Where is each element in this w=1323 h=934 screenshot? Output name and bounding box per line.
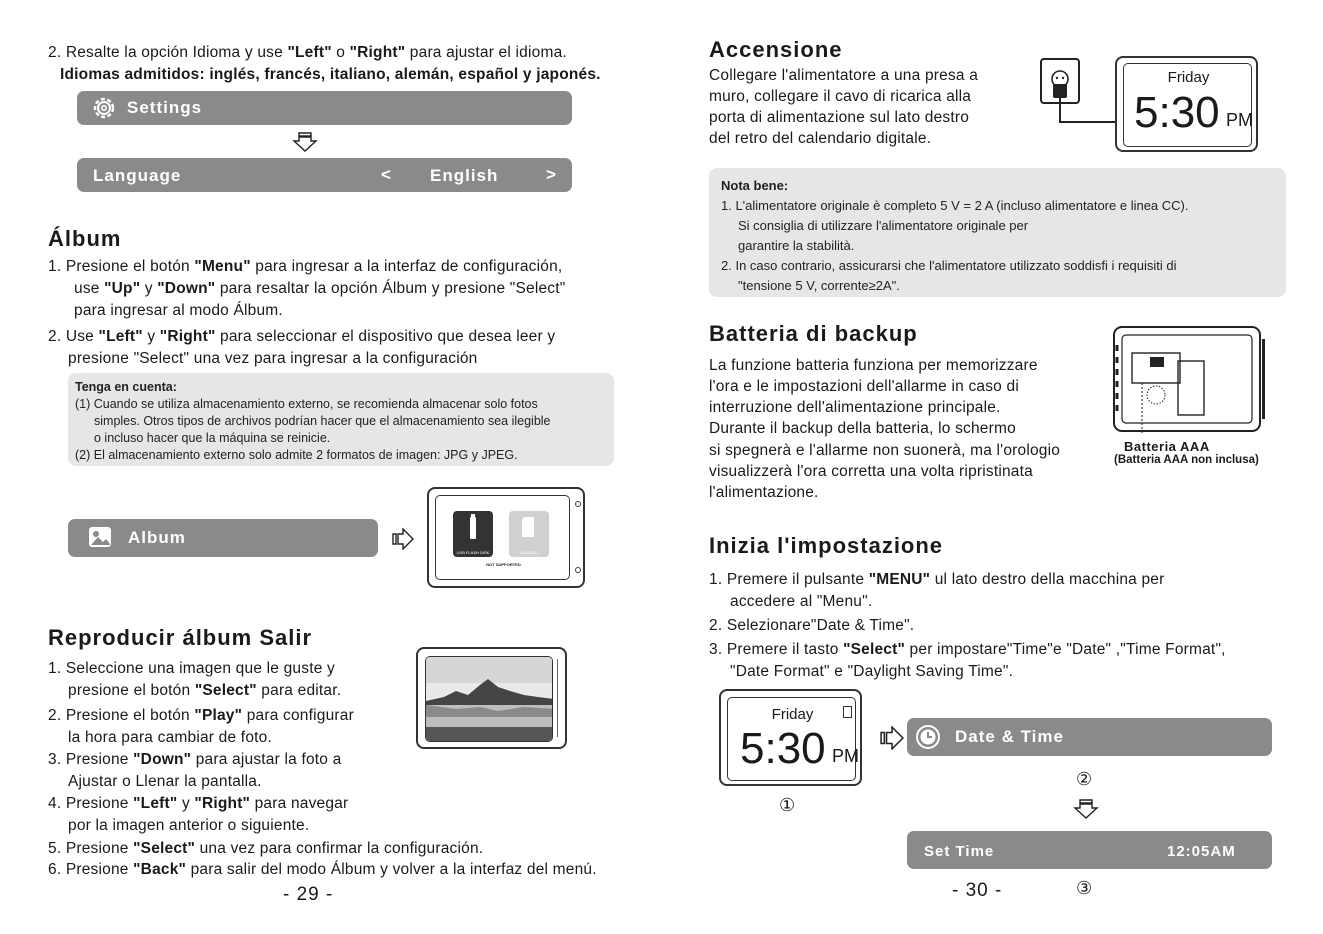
- set-time-label: Set Time: [924, 843, 995, 860]
- batteria-line-2: l'ora e le impostazioni dell'allarme in caso di: [709, 378, 1019, 395]
- step-2-marker: ②: [1076, 769, 1093, 789]
- play-step-5: 5. Presione "Select" una vez para confirmar la configuración.: [48, 840, 484, 857]
- usb-label: USB FLASH DISK: [456, 550, 490, 555]
- play-step-1-line2: presione el botón "Select" para editar.: [68, 682, 342, 699]
- battery-label-note: (Batteria AAA non inclusa): [1114, 454, 1259, 466]
- album-bar[interactable]: [68, 519, 378, 557]
- nota-item-1-line3: garantire la stabilità.: [738, 238, 855, 253]
- sd-tile[interactable]: [509, 511, 549, 557]
- power-outlet-icon: [1040, 58, 1120, 128]
- arrow-down-icon: [1073, 798, 1099, 820]
- language-prev-arrow[interactable]: <: [381, 165, 392, 184]
- date-time-bar[interactable]: [907, 718, 1272, 756]
- step-3-marker: ③: [1076, 878, 1093, 898]
- batteria-line-1: La funzione batteria funziona per memorizzare: [709, 357, 1038, 374]
- play-step-3: 3. Presione "Down" para ajustar la foto a: [48, 751, 342, 768]
- inizia-step-3-line2: "Date Format" e "Daylight Saving Time".: [730, 663, 1014, 680]
- page-number-right: - 30 -: [952, 880, 1003, 901]
- album-step-2-line2: presione "Select" una vez para ingresar a la configuración: [68, 350, 478, 367]
- play-step-4: 4. Presione "Left" y "Right" para navegar: [48, 795, 349, 812]
- sd-card-icon: [509, 511, 549, 545]
- album-step-1: 1. Presione el botón "Menu" para ingresar a la interfaz de configuración,: [48, 258, 563, 275]
- clock-device-top: [1115, 56, 1258, 152]
- settings-label: Settings: [127, 98, 203, 117]
- nota-item-1: 1. L'alimentatore originale è completo 5 V = 2 A (incluso alimentatore e linea CC).: [721, 198, 1189, 213]
- language-next-arrow[interactable]: >: [546, 165, 557, 184]
- album-title: Álbum: [48, 226, 122, 251]
- accensione-title: Accensione: [709, 37, 843, 62]
- device-button-icon: [575, 567, 581, 573]
- album-step-1-line3: para ingresar al modo Álbum.: [74, 302, 283, 319]
- device-storage-select: [427, 487, 585, 588]
- batteria-line-5: si spegnerà e l'allarme non suonerà, ma l'orologio: [709, 442, 1061, 459]
- album-label: Album: [128, 528, 186, 547]
- clock-ampm: PM: [1226, 110, 1253, 130]
- play-step-3-line2: Ajustar o Llenar la pantalla.: [68, 773, 262, 790]
- nota-bene-box: [709, 168, 1286, 297]
- picture-icon: [88, 526, 114, 550]
- clock-day-bottom: Friday: [771, 706, 814, 723]
- device-button-icon: [575, 501, 581, 507]
- accensione-line-2: muro, collegare il cavo di ricarica alla: [709, 88, 972, 105]
- accensione-line-3: porta di alimentazione sul lato destro: [709, 109, 970, 126]
- set-time-bar[interactable]: [907, 831, 1272, 869]
- clock-time-bottom: 5:30: [740, 724, 826, 773]
- note-title: Tenga en cuenta:: [75, 380, 177, 394]
- play-step-2-line2: la hora para cambiar de foto.: [68, 729, 272, 746]
- inizia-step-1: 1. Premere il pulsante "MENU" ul lato destro della macchina per: [709, 571, 1165, 588]
- inizia-title: Inizia l'impostazione: [709, 533, 944, 558]
- clock-time: 5:30: [1134, 88, 1220, 137]
- usb-tile[interactable]: [453, 511, 493, 557]
- batteria-title: Batteria di backup: [709, 321, 918, 346]
- menu-corner-icon: [843, 706, 852, 718]
- sd-label: SD CARD: [519, 550, 538, 555]
- batteria-line-6: visualizzerà l'ora corretta una volta ripristinata: [709, 463, 1033, 480]
- clock-ampm-bottom: PM: [832, 746, 859, 766]
- note-item-2: (2) El almacenamiento externo solo admite 2 formatos de imagen: JPG y JPEG.: [75, 448, 518, 462]
- batteria-line-7: l'alimentazione.: [709, 484, 819, 501]
- play-album-title: Reproducir álbum Salir: [48, 625, 313, 650]
- mountain-photo-icon: [426, 657, 553, 742]
- supported-languages: Idiomas admitidos: inglés, francés, italiano, alemán, español y japonés.: [60, 66, 601, 83]
- step-1-marker: ①: [779, 795, 796, 815]
- play-step-6: 6. Presione "Back" para salir del modo Álbum y volver a la interfaz del menú.: [48, 861, 597, 878]
- note-item-1: (1) Cuando se utiliza almacenamiento externo, se recomienda almacenar solo fotos: [75, 397, 538, 411]
- usb-drive-icon: [453, 511, 493, 545]
- device-side-controls: [557, 659, 563, 737]
- set-time-value: 12:05AM: [1167, 843, 1236, 860]
- device-photo-view: [416, 647, 567, 749]
- inizia-step-2: 2. Selezionare"Date & Time".: [709, 617, 915, 634]
- accensione-line-4: del retro del calendario digitale.: [709, 130, 932, 147]
- album-note-box: [68, 373, 614, 466]
- settings-bar[interactable]: [77, 91, 572, 125]
- inizia-step-1-line2: accedere al "Menu".: [730, 593, 873, 610]
- arrow-right-icon: [392, 528, 414, 550]
- play-step-2: 2. Presione el botón "Play" para configurar: [48, 707, 354, 724]
- clock-icon: [915, 724, 941, 750]
- arrow-down-icon: [292, 132, 318, 152]
- date-time-label: Date & Time: [955, 727, 1064, 746]
- language-step-text: 2. Resalte la opción Idioma y use "Left" o "Right" para ajustar el idioma.: [48, 44, 567, 61]
- arrow-right-icon: [880, 726, 904, 750]
- note-item-1-line3: o incluso hacer que la máquina se reinicie.: [94, 431, 331, 445]
- nota-item-2: 2. In caso contrario, assicurarsi che l'alimentatore utilizzato soddisfi i requisiti di: [721, 258, 1177, 273]
- language-bar[interactable]: [77, 158, 572, 192]
- nota-item-2-line2: "tensione 5 V, corrente≥2A".: [738, 278, 900, 293]
- play-step-4-line2: por la imagen anterior o siguiente.: [68, 817, 310, 834]
- nota-title: Nota bene:: [721, 178, 789, 193]
- accensione-line-1: Collegare l'alimentatore a una presa a: [709, 67, 979, 84]
- clock-device-bottom: [719, 689, 862, 786]
- batteria-line-4: Durante il backup della batteria, lo schermo: [709, 420, 1016, 437]
- album-step-1-line2: use "Up" y "Down" para resaltar la opción Álbum y presione "Select": [74, 280, 566, 297]
- nota-item-1-line2: Si consiglia di utilizzare l'alimentatore originale per: [738, 218, 1029, 233]
- clock-day: Friday: [1167, 69, 1210, 86]
- gear-icon: [91, 95, 117, 121]
- batteria-line-3: interruzione dell'alimentazione principale.: [709, 399, 1001, 416]
- note-item-1-line2: simples. Otros tipos de archivos podrían hacer que el almacenamiento sea ilegible: [94, 414, 551, 428]
- page-number-left: - 29 -: [283, 884, 334, 905]
- device-status-label: NOT SUPPORTED: [486, 562, 521, 567]
- language-label: Language: [93, 166, 182, 185]
- battery-label: Batteria AAA: [1124, 439, 1210, 454]
- play-step-1: 1. Seleccione una imagen que le guste y: [48, 660, 335, 677]
- inizia-step-3: 3. Premere il tasto "Select" per impostare"Time"e "Date" ,"Time Format",: [709, 641, 1226, 658]
- album-step-2: 2. Use "Left" y "Right" para seleccionar el dispositivo que desea leer y: [48, 328, 556, 345]
- language-value: English: [430, 166, 499, 185]
- device-back-battery-icon: [1112, 325, 1266, 437]
